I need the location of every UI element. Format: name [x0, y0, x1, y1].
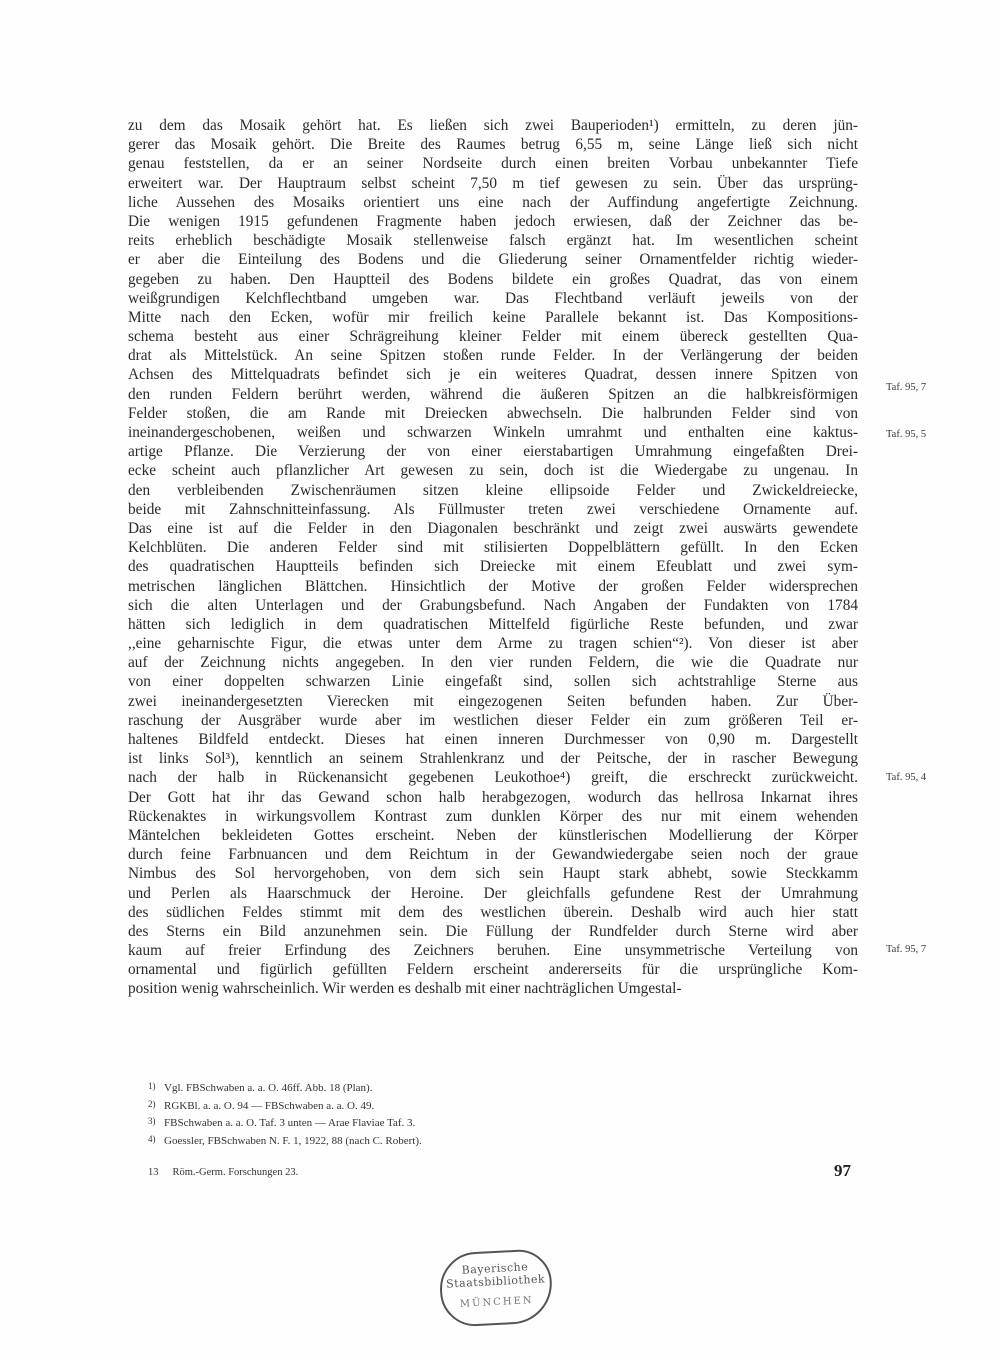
text-line: schema besteht aus einer Schrägreihung kleiner Felder mit einem übereck gestellten Qua-	[128, 328, 858, 346]
text-line: zu dem das Mosaik gehört hat. Es ließen sich zwei Bauperioden¹) ermitteln, zu deren jün-	[128, 117, 858, 134]
plate-reference-note: Taf. 95, 5	[886, 429, 927, 440]
footnote	[148, 1097, 648, 1115]
footnote-mark: 4)	[148, 1133, 156, 1144]
text-line: durch feine Farbnuancen und dem Reichtum in der Gewandwiedergabe seien noch der graue	[128, 846, 858, 864]
text-line: zwei ineinandergesetzten Vierecken mit eingezogenen Seiten befunden haben. Zur Über-	[128, 692, 858, 710]
text-line: von einer doppelten schwarzen Linie eingefaßt sind, sollen sich achtstrahlige Sterne aus	[128, 673, 858, 691]
text-line: metrischen länglichen Blättchen. Hinsichtlich der Motive der großen Felder widersprechen	[128, 577, 858, 595]
text-line: ecke scheint auch pflanzlicher Art gewesen zu sein, doch ist die Wiedergabe zu ungenau. In	[128, 462, 858, 480]
text-line: ineinandergeschobenen, weißen und schwarzen Winkeln umrahmt und enthalten eine kaktus-	[128, 424, 858, 441]
footnote	[148, 1114, 648, 1132]
text-line: Mäntelchen bekleideten Gottes erscheint. Neben der künstlerischen Modellierung der Körper	[128, 826, 858, 844]
text-line: gerer das Mosaik gehört. Die Breite des Raumes betrug 6,55 m, seine Länge ließ sich nicht	[128, 136, 858, 154]
text-line: gegeben zu haben. Den Hauptteil des Bodens bildete ein großes Quadrat, das von einem	[128, 270, 858, 288]
text-line: drat als Mittelstück. An seine Spitzen stoßen runde Felder. In der Verlängerung der beiden	[128, 347, 858, 365]
text-line: des Sterns ein Bild anzunehmen sein. Die Füllung der Rundfelder durch Sterne wird aber	[128, 922, 858, 940]
text-line: Mitte nach den Ecken, wofür mir freilich keine Parallele bekannt ist. Das Kompositions-	[128, 308, 858, 326]
footnote	[148, 1132, 648, 1150]
text-line: auf der Zeichnung nichts angegeben. In den vier runden Feldern, die wie die Quadrate nur	[128, 654, 858, 672]
plate-reference-note: Taf. 95, 7	[886, 944, 927, 955]
text-line: ornamental und figürlich gefüllten Feldern erscheint andererseits für die ursprüngliche Kom-	[128, 961, 858, 979]
printer-signature	[148, 1167, 312, 1178]
text-line: erweitert war. Der Hauptraum selbst scheint 7,50 m tief gewesen zu sein. Über das ursprüng-	[128, 174, 858, 192]
text-line: Rückenaktes in wirkungsvollem Kontrast zum dunklen Körper des nur mit einem wehenden	[128, 807, 858, 825]
text-line: Das eine ist auf die Felder in den Diagonalen beschränkt und zeigt zwei auswärts gewendete	[128, 519, 858, 537]
text-line: und Perlen als Haarschmuck der Heroine. Der gleichfalls gefundene Rest der Umrahmung	[128, 884, 858, 902]
stamp-line: Staatsbibliothek	[445, 1272, 546, 1291]
footnote-mark: 1)	[148, 1081, 156, 1091]
text-line: sich die alten Unterlagen und der Grabungsbefund. Nach Angaben der Fundakten von 1784	[128, 596, 858, 614]
library-stamp	[438, 1248, 554, 1328]
text-line: Felder stoßen, die am Rande mit Dreiecken abwechseln. Die halbrunden Felder sind von	[128, 404, 858, 422]
text-line: des quadratischen Hauptteils befinden sich Dreiecke mit einem Efeublatt und zwei sym-	[128, 558, 858, 576]
text-line: ist links Sol³), kenntlich an seinem Strahlenkranz und der Peitsche, der in rascher Bewegung	[128, 750, 858, 768]
text-line: des südlichen Feldes stimmt mit dem des westlichen überein. Deshalb wird auch hier statt	[128, 903, 858, 921]
text-line: Achsen des Mittelquadrats befindet sich je ein weiteres Quadrat, dessen innere Spitzen von	[128, 366, 858, 384]
text-line: er aber die Einteilung des Bodens und die Gliederung seiner Ornamentfelder richtig wieder-	[128, 251, 858, 269]
text-line: artige Pflanze. Die Verzierung der von einer eierstabartigen Umrahmung eingefaßten Drei-	[128, 443, 858, 461]
text-line: Der Gott hat ihr das Gewand schon halb herabgezogen, wodurch das hellrosa Inkarnat ihres	[128, 788, 858, 806]
text-line: Nimbus des Sol hervorgehoben, von dem sich sein Haupt stark abhebt, sowie Steckkamm	[128, 865, 858, 883]
footnote-mark: 3)	[148, 1116, 156, 1127]
text-line: nach der halb in Rückenansicht gegebenen Leukothoe⁴) greift, die erschreckt zurückweicht.	[128, 769, 858, 787]
text-line: den verbleibenden Zwischenräumen sitzen kleine ellipsoide Felder und Zwickeldreiecke,	[128, 481, 858, 499]
footnote-mark: 2)	[148, 1098, 156, 1109]
text-line: kaum auf freier Erfindung des Zeichners beruhen. Eine unsymmetrische Verteilung von	[128, 942, 858, 960]
footnote-text: RGKBl. a. a. O. 94 — FBSchwaben a. a. O. 49.	[164, 1099, 375, 1112]
footnotes	[148, 1079, 648, 1149]
stamp-line: MÜNCHEN	[459, 1295, 534, 1310]
sheet-number: 13	[148, 1167, 159, 1178]
text-line: ,,eine geharnischte Figur, die etwas unter dem Arme zu tragen schien“²). Von dieser ist aber	[128, 635, 858, 653]
text-line: hätten sich lediglich in dem quadratischen Mittelfeld figürliche Reste befunden, und zwar	[128, 615, 858, 633]
plate-reference-note: Taf. 95, 7	[886, 382, 927, 393]
footnote-text: Vgl. FBSchwaben a. a. O. 46ff. Abb. 18 (Plan).	[164, 1082, 373, 1094]
text-line: beide mit Zahnschnitteinfassung. Als Füllmuster treten zwei verschiedene Ornamente auf.	[128, 500, 858, 518]
footnote-text: Goessler, FBSchwaben N. F. 1, 1922, 88 (nach C. Robert).	[164, 1134, 422, 1147]
footnote-text: FBSchwaben a. a. O. Taf. 3 unten — Arae Flaviae Taf. 3.	[164, 1117, 416, 1130]
text-line: genau feststellen, da er an seiner Nordseite durch einen breiten Vorbau unbekannter Tiefe	[128, 155, 858, 173]
text-line: position wenig wahrscheinlich. Wir werden es deshalb mit einer nachträglichen Umgestal-	[128, 980, 682, 998]
text-line: Kelchblüten. Die anderen Felder sind mit stilisierten Doppelblättern gefüllt. In den Ecken	[128, 539, 858, 557]
text-line: haltenes Bildfeld entdeckt. Dieses hat einen inneren Durchmesser von 0,90 m. Dargestellt	[128, 731, 858, 748]
text-line: reits erheblich beschädigte Mosaik stellenweise falsch ergänzt hat. Im wesentlichen scheint	[128, 232, 858, 250]
plate-reference-note: Taf. 95, 4	[886, 772, 927, 783]
text-line: Die wenigen 1915 gefundenen Fragmente haben jedoch erwiesen, daß der Zeichner das be-	[128, 212, 858, 230]
series-title: Röm.-Germ. Forschungen 23.	[172, 1167, 299, 1178]
text-line: weißgrundigen Kelchflechtband umgeben war. Das Flechtband verläuft jeweils von der	[128, 289, 858, 307]
text-line: den runden Feldern berührt werden, während die äußeren Spitzen an die halbkreisförmigen	[128, 385, 858, 403]
footnote	[148, 1079, 648, 1097]
text-line: liche Aussehen des Mosaiks orientiert uns eine nach der Auffindung angefertigte Zeichnung.	[128, 193, 858, 211]
main-text	[128, 116, 858, 999]
text-line: raschung der Ausgräber wurde aber im westlichen dieser Felder ein zum größeren Teil er-	[128, 711, 858, 729]
stamp-line: Bayerische	[461, 1260, 529, 1277]
page-number: 97	[834, 1161, 851, 1180]
